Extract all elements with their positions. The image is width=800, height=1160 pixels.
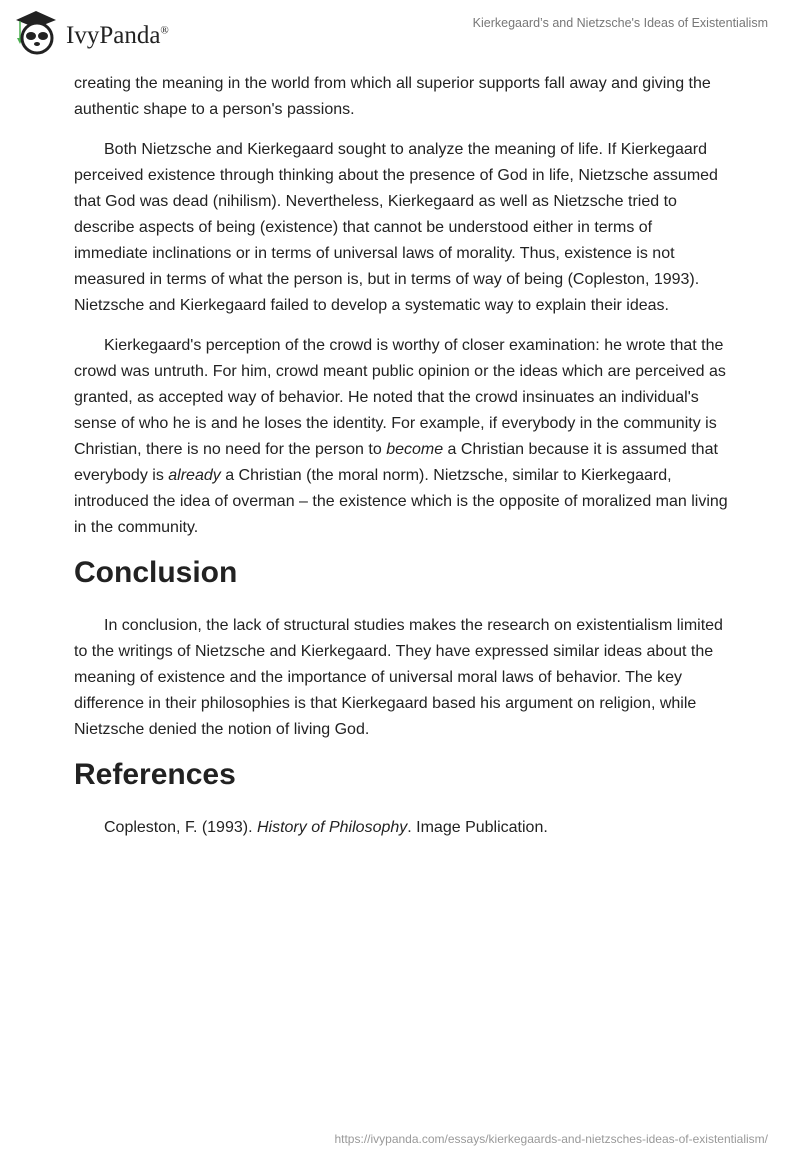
reference-title: History of Philosophy xyxy=(256,819,408,836)
paragraph: creating the meaning in the world from which all superior supports fall away and giving the authentic shape to a person's passions. xyxy=(74,75,711,118)
ivypanda-logo[interactable] xyxy=(12,8,169,56)
text: . Image Publication. xyxy=(407,819,548,836)
text: a Christian (the moral norm). Nietzsche, similar to Kierkegaard, introduced the idea of overman – the existence which is the opposite of moralized man living in the community. xyxy=(74,467,728,536)
registered-mark: ® xyxy=(160,24,169,37)
panda-logo-icon xyxy=(12,8,60,56)
essay-content xyxy=(74,71,730,855)
references-heading: References xyxy=(74,758,236,791)
paragraph: Both Nietzsche and Kierkegaard sought to analyze the meaning of life. If Kierkegaard perceived existence through thinking about the presence of God in life, Nietzsche assumed that God was dead (nihilism). Nevertheless, Kierkegaard as well as Nietzsche tried to describe aspects of being (existence) that cannot be understood either in terms of immediate inclinations or in terms of universal laws of morality. Thus, existence is not measured in terms of what the person is, but in terms of way of being (Copleston, 1993). Nietzsche and Kierkegaard failed to develop a systematic way to explain their ideas. xyxy=(74,141,718,314)
conclusion-heading: Conclusion xyxy=(74,556,238,589)
reference-item xyxy=(74,815,730,841)
logo-text: IvyPanda xyxy=(66,22,161,49)
text: Kierkegaard's perception of the crowd is worthy of closer examination: he wrote that the crowd was untruth. For him, crowd meant public opinion or the ideas which are perceived as granted, as accepted way of behavior. He noted that the crowd insinuates an individual's sense of who he is and he loses the identity. For example, if everybody in the community is Christian, there is no need for the person to xyxy=(74,337,726,458)
text: Copleston, F. (1993). xyxy=(104,819,257,836)
emphasis: already xyxy=(168,467,221,484)
document-title: Kierkegaard’s and Nietzsche's Ideas of Existentialism xyxy=(472,16,768,30)
source-url[interactable]: https://ivypanda.com/essays/kierkegaards-and-nietzsches-ideas-of-existentialism/ xyxy=(334,1132,768,1146)
paragraph xyxy=(74,333,730,541)
paragraph: In conclusion, the lack of structural studies makes the research on existentialism limited to the writings of Nietzsche and Kierkegaard. They have expressed similar ideas about the meaning of existence and the importance of universal moral laws of behavior. The key difference in their philosophies is that Kierkegaard based his argument on religion, while Nietzsche denied the notion of living God. xyxy=(74,617,723,738)
text: a Christian because it is assumed that everybody is xyxy=(74,441,718,484)
emphasis: become xyxy=(386,441,444,458)
